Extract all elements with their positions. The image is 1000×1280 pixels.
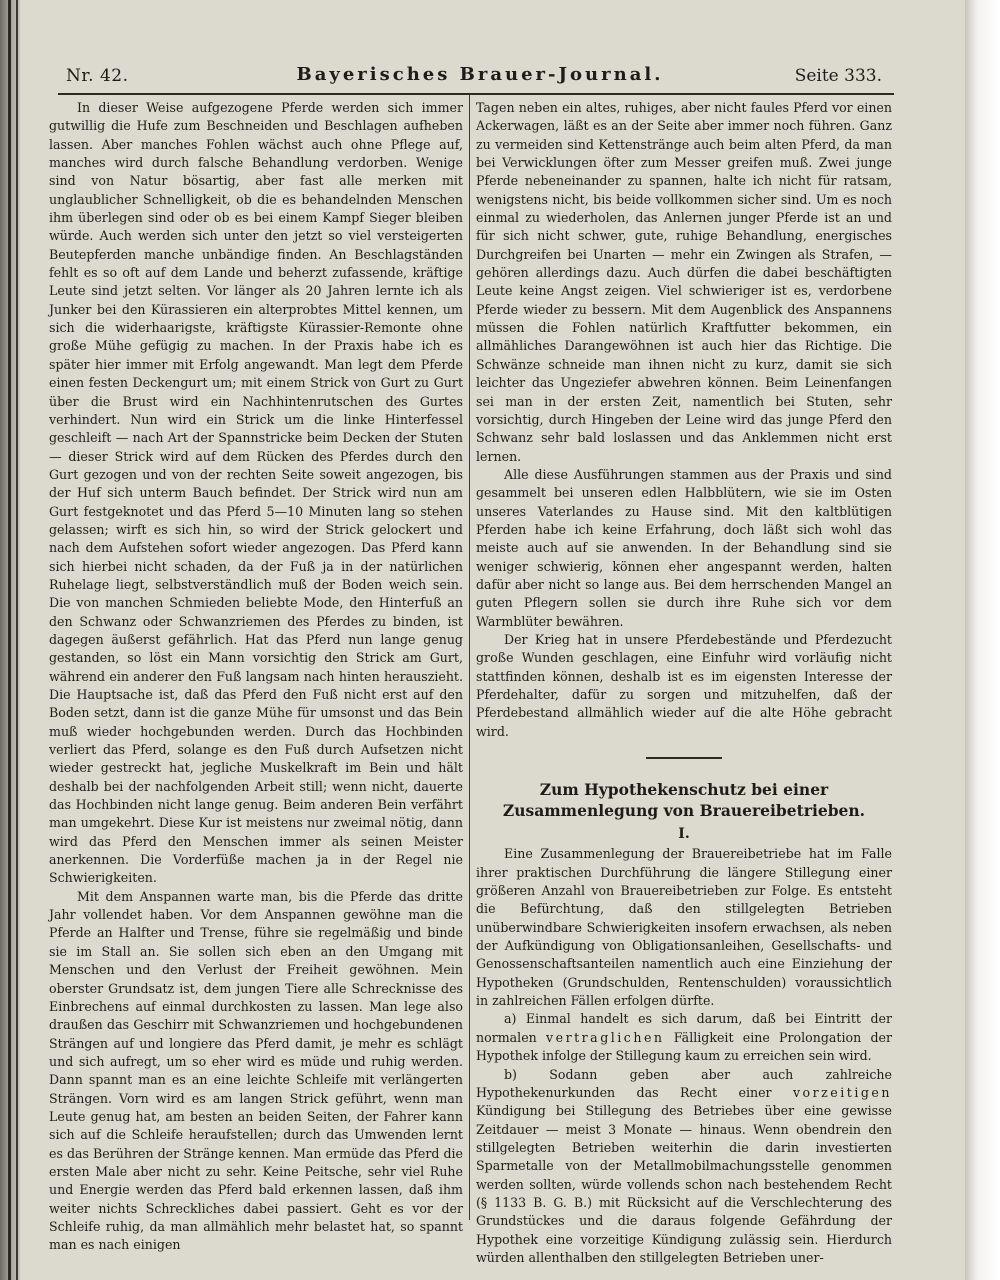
issue-number: Nr. 42. — [66, 66, 129, 86]
text-run: Kündigung bei Stillegung des Betriebes über eine gewisse Zeitdauer — meist 3 Monate — hinaus. Wenn obendrein den stillgelegten Betrieben weiterhin die darin investierten Sparmetalle von der Metallmobilmachungsstelle genommen werden sollten, würde vollends schon nach bestehendem Recht (§ 1133 B. G. B.) mit Rücksicht auf die Verschlechterung des Grundstückes und die daraus folgende Gefährdung der Hypothek eine vorzeitige Kündigung zulässig sein. Hierdurch würden allenthalben den stillgelegten Betrieben uner- — [476, 1103, 892, 1265]
page-header — [66, 64, 882, 92]
emphasis-text: vertraglichen — [546, 1029, 665, 1045]
paragraph-point-a — [476, 1010, 892, 1065]
paragraph-point-b — [476, 1066, 892, 1268]
header-rule — [58, 93, 894, 95]
left-column — [49, 99, 463, 1255]
column-divider — [469, 95, 470, 1220]
binding-line-inner — [16, 0, 18, 1280]
paragraph: Mit dem Anspannen warte man, bis die Pferde das dritte Jahr vollendet haben. Vor dem Anspannen gewöhne man die Pferde an Halfter und Trense, führe sie regelmäßig und binde sie im Stall an. Sie sollen sich eben an den Umgang mit Menschen und den Verlust der Freiheit gewöhnen. Mein oberster Grundsatz ist, dem jungen Tiere alle Schrecknisse des Einbrechens auf einmal durchkosten zu lassen. Man lege also draußen das Geschirr mit Schwanzriemen und hochgebundenen Strängen auf und longiere das Pferd damit, je mehr es schlägt und sich aufregt, um so eher wird es müde und ruhig werden. Dann spannt man es an eine leichte Schleife mit verlängerten Strängen. Vorn wird es am langen Strick geführt, wenn man Leute genug hat, am besten an beiden Seiten, der Fahrer kann sich auf die Schleife heraufstellen; durch das Umwenden lernt es das Berühren der Stränge kennen. Man ermüde das Pferd die ersten Male aber nicht zu sehr. Keine Peitsche, sehr viel Ruhe und Energie werden das Pferd bald erkennen lassen, daß ihm weiter nichts Schreckliches dabei passiert. Geht es vor der Schleife ruhig, da man allmählich mehr belastet hat, so spannt man es nach einigen — [49, 888, 463, 1253]
page-edge — [965, 0, 1000, 1280]
article-part-number: I. — [678, 826, 690, 843]
paragraph: In dieser Weise aufgezogene Pferde werden sich immer gutwillig die Hufe zum Beschneiden und Beschlagen aufheben lassen. Aber manches Fohlen wächst auch ohne Pflege auf, manches wird durch falsche Behandlung verdorben. Wenige sind von Natur bösartig, aber fast alle merken mit unglaublicher Schnelligkeit, ob die es behandelnden Menschen ihm überlegen sind oder ob es bei einem Kampf Sieger bleiben würde. Auch werden sich unter den jetzt so viel versteigerten Beutepferden manche unbändige finden. An Beschlagständen fehlt es so oft auf dem Lande und beherzt zufassende, kräftige Leute sind jetzt selten. Vor länger als 20 Jahren lernte ich als Junker bei den Kürassieren ein alterprobtes Mittel kennen, um sich die widerhaarigste, kräftigste Kürassier-Remonte ohne große Mühe gefügig zu machen. In der Praxis habe ich es später hier immer mit Erfolg angewandt. Man legt dem Pferde einen festen Deckengurt um; mit einem Strick von Gurt zu Gurt über die Brust wird ein Nachhintenrutschen des Gurtes verhindert. Nun wird ein Strick um die linke Hinterfessel geschleift — nach Art der Spannstricke beim Decken der Stuten — dieser Strick wird auf dem Rücken des Pferdes durch den Gurt gezogen und von der rechten Seite soweit angezogen, bis der Huf sich unterm Bauch befindet. Der Strick wird nun am Gurt festgeknotet und das Pferd 5—10 Minuten lang so stehen gelassen; wirft es sich hin, so wird der Strick gelockert und nach dem Aufstehen sofort wieder angezogen. Das Pferd kann sich hierbei nicht schaden, da der Fuß ja in der natürlichen Ruhelage liegt, selbstverständlich muß der Boden weich sein. Die von manchen Schmieden beliebte Mode, den Hinterfuß an den Schwanz oder Schwanzriemen des Pferdes zu binden, ist dagegen äußerst gefährlich. Hat das Pferd nun lange genug gestanden, so löst ein Mann vorsichtig den Strick am Gurt, während ein anderer den Fuß langsam nach hinten herauszieht. Die Hauptsache ist, daß das Pferd den Fuß nicht erst auf den Boden setzt, dann ist die ganze Mühe für umsonst und das Bein muß wieder hochgebunden werden. Durch das Hochbinden verliert das Pferd, solange es den Fuß durch Aufsetzen nicht wieder gestreckt hat, jegliche Muskelkraft im Bein und hält deshalb bei der nachfolgenden Arbeit still; wenn nicht, dauerte das Hochbinden nicht lange genug. Beim anderen Bein verfährt man umgekehrt. Diese Kur ist meistens nur zweimal nötig, dann wird das Pferd den Menschen immer als seinen Meister anerkennen. Die Vorderfüße machen ja in der Regel nie Schwierigkeiten. — [49, 100, 463, 886]
section-divider — [646, 757, 722, 759]
text-run: b) Sodann geben aber auch zahlreiche Hypothekenurkunden das Recht einer — [476, 1066, 892, 1100]
article-title: Zum Hypothekenschutz bei einer Zusammenlegung von Brauereibetrieben. — [502, 780, 866, 821]
emphasis-text: vorzeitigen — [792, 1084, 892, 1100]
text-run: Fälligkeit eine Prolongation der Hypothek infolge der Stillegung kaum zu erreichen sein wird. — [476, 1029, 892, 1064]
text-run: a) Einmal handelt es sich darum, daß bei Eintritt der normalen — [476, 1011, 892, 1045]
paragraph: Alle diese Ausführungen stammen aus der Praxis und sind gesammelt bei unseren edlen Halbblütern, wie sie im Osten unseres Vaterlandes zu Hause sind. Mit den kaltblütigen Pferden habe ich keine Erfahrung, doch läßt sich wohl das meiste auch auf sie anwenden. In der Behandlung sind sie weniger schwierig, können eher angespannt werden, halten dafür aber nicht so lange aus. Bei dem herrschenden Mangel an guten Pflegern sollen sie durch ihre Ruhe sich vor dem Warmblüter bewähren. — [476, 466, 892, 629]
right-column — [476, 99, 892, 1267]
paragraph: Eine Zusammenlegung der Brauereibetriebe hat im Falle ihrer praktischen Durchführung die längere Stillegung einer größeren Anzahl von Brauereibetrieben zur Folge. Es entsteht die Befürchtung, daß den stillgelegten Betrieben unüberwindbare Schwierigkeiten insofern erwachsen, als neben der Aufkündigung von Obligationsanleihen, Gesellschafts- und Genossenschaftsanteilen namentlich auch eine Einziehung der Hypotheken (Grundschulden, Rentenschulden) voraussichtlich in zahlreichen Fällen erfolgen dürfte. — [476, 846, 892, 1009]
binding-line — [8, 0, 11, 1280]
paragraph: Tagen neben ein altes, ruhiges, aber nicht faules Pferd vor einen Ackerwagen, läßt es an der Seite aber immer noch führen. Ganz zu vermeiden sind Kettenstränge auch beim alten Pferd, da man bei Verwicklungen öfter zum Messer greifen muß. Zwei junge Pferde nebeneinander zu spannen, halte ich nicht für ratsam, wenigstens nicht, bis beide vollkommen sicher sind. Um es noch einmal zu wiederholen, das Anlernen junger Pferde ist an und für sich nicht schwer, gute, ruhige Behandlung, energisches Durchgreifen bei Unarten — mehr ein Zwingen als Strafen, — gehören allerdings dazu. Auch dürfen die dabei beschäftigten Leute keine Angst zeigen. Viel schwieriger ist es, verdorbene Pferde wieder zu bessern. Mit dem Augenblick des Anspannens müssen die Fohlen natürlich Kraftfutter bekommen, ein allmähliches Darangewöhnen ist auch hier das Richtige. Die Schwänze schneide man ihnen nicht zu kurz, damit sie sich leichter das Ungeziefer abwehren können. Beim Leinenfangen sei man in der ersten Zeit, namentlich bei Stuten, sehr vorsichtig, durch Hingeben der Leine wird das junge Pferd den Schwanz sehr bald loslassen und das Anklemmen nicht erst lernen. — [476, 100, 892, 464]
page-number: Seite 333. — [794, 66, 882, 86]
journal-title: Bayerisches Brauer-Journal. — [296, 64, 664, 85]
paragraph: Der Krieg hat in unsere Pferdebestände und Pferdezucht große Wunden geschlagen, eine Einfuhr wird vorläufig nicht stattfinden können, deshalb ist es im eigensten Interesse der Pferdehalter, dafür zu sorgen und mitzuhelfen, daß der Pferdebestand allmählich wieder auf die alte Höhe gebracht wird. — [476, 631, 892, 739]
